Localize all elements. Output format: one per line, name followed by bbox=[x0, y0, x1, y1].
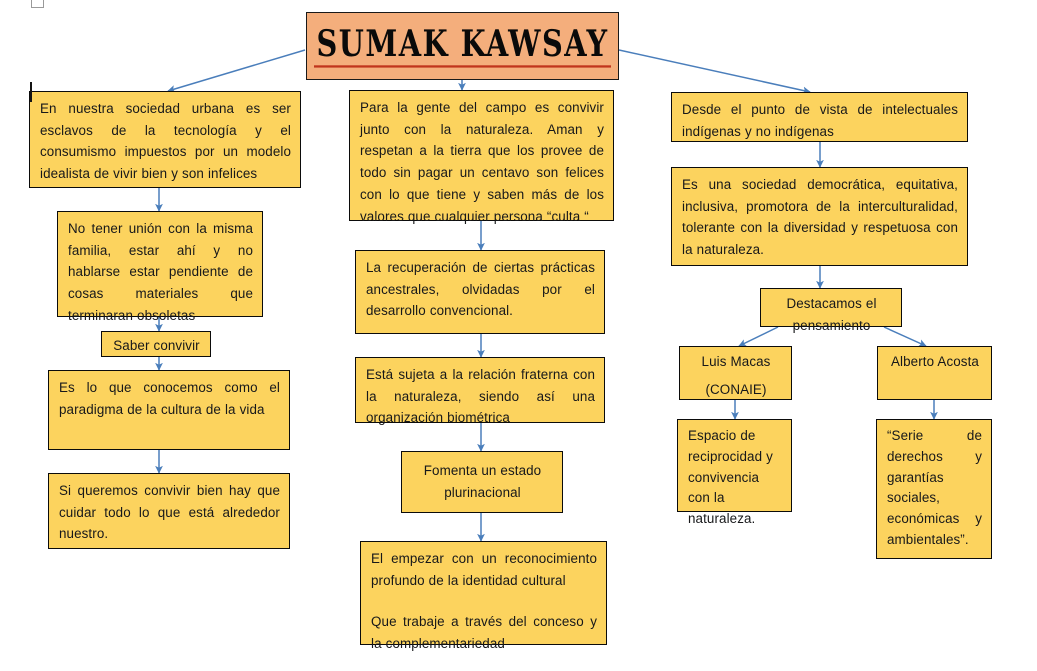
node-urban-1 bbox=[29, 91, 301, 188]
node-author-left bbox=[679, 346, 792, 400]
page-corner-artifact bbox=[31, 0, 44, 8]
node-int-1 bbox=[671, 92, 968, 142]
stray-line-artifact bbox=[30, 82, 32, 102]
node-urban-2-text: No tener unión con la misma familia, estar ahí y no hablarse estar pendiente de cosas materiales que terminaran obsoletas bbox=[68, 221, 253, 323]
node-urban-3-text: Saber convivir bbox=[113, 338, 200, 353]
author-right-quote-text: “Serie de derechos y garantías sociales, económicas y ambientales”. bbox=[887, 428, 982, 547]
node-campo-4-text: Fomenta un estado plurinacional bbox=[423, 463, 542, 500]
node-urban-1-text: En nuestra sociedad urbana es ser esclavos de la tecnología y el consumismo impuestos por un modelo idealista de vivir bien y son infelices bbox=[40, 101, 291, 182]
author-left-affiliation: (CONAIE) bbox=[705, 381, 767, 397]
node-int-2 bbox=[671, 167, 968, 266]
author-left-name: Luis Macas bbox=[701, 354, 771, 369]
node-campo-3-text: Está sujeta a la relación fraterna con la naturaleza, siendo así una organización biométrica bbox=[366, 367, 595, 426]
node-int-3 bbox=[760, 288, 902, 333]
node-int-3-text: Destacamos el pensamiento bbox=[786, 296, 877, 333]
node-campo-2 bbox=[355, 250, 605, 334]
author-right-name: Alberto Acosta bbox=[891, 354, 979, 369]
node-urban-4 bbox=[48, 370, 290, 450]
node-author-right bbox=[877, 346, 992, 400]
node-author-left-quote bbox=[677, 419, 792, 527]
node-campo-5a-text: El empezar con un reconocimiento profundo de la identidad cultural bbox=[371, 551, 597, 588]
node-urban-5-text: Si queremos convivir bien hay que cuidar todo lo que está alrededor nuestro. bbox=[59, 483, 280, 542]
map-title-box bbox=[306, 12, 619, 80]
node-campo-5b-text: Que trabaje a través del conceso y la complementariedad bbox=[371, 613, 597, 651]
node-campo-2-text: La recuperación de ciertas prácticas ancestrales, olvidadas por el desarrollo convencional. bbox=[366, 260, 595, 319]
node-urban-3 bbox=[101, 331, 211, 357]
node-campo-4 bbox=[401, 451, 563, 513]
author-left-quote-text: Espacio de reciprocidad y convivencia con la naturaleza. bbox=[688, 428, 773, 527]
node-int-1-text: Desde el punto de vista de intelectuales indígenas y no indígenas bbox=[682, 102, 958, 139]
node-urban-5 bbox=[48, 473, 290, 549]
node-campo-5 bbox=[360, 541, 607, 651]
page-title: SUMAK KAWSAY bbox=[314, 25, 610, 67]
node-campo-3 bbox=[355, 357, 605, 426]
connector-title-to-urban bbox=[168, 50, 305, 91]
node-urban-4-text: Es lo que conocemos como el paradigma de la cultura de la vida bbox=[59, 380, 280, 417]
node-author-right-quote bbox=[876, 419, 992, 559]
node-campo-1 bbox=[349, 90, 614, 224]
node-int-2-text: Es una sociedad democrática, equitativa, inclusiva, promotora de la interculturalidad, tolerante con la diversidad y respetuosa con la naturaleza. bbox=[682, 177, 958, 258]
connector-title-to-intelectuales bbox=[619, 50, 810, 92]
node-urban-2 bbox=[57, 211, 263, 323]
node-campo-1-text: Para la gente del campo es convivir junto con la naturaleza. Aman y respetan a la tierra que los provee de todo sin pagar un centavo son felices con lo que tiene y saben más de los valores que cualquier persona “culta “ bbox=[360, 100, 604, 224]
